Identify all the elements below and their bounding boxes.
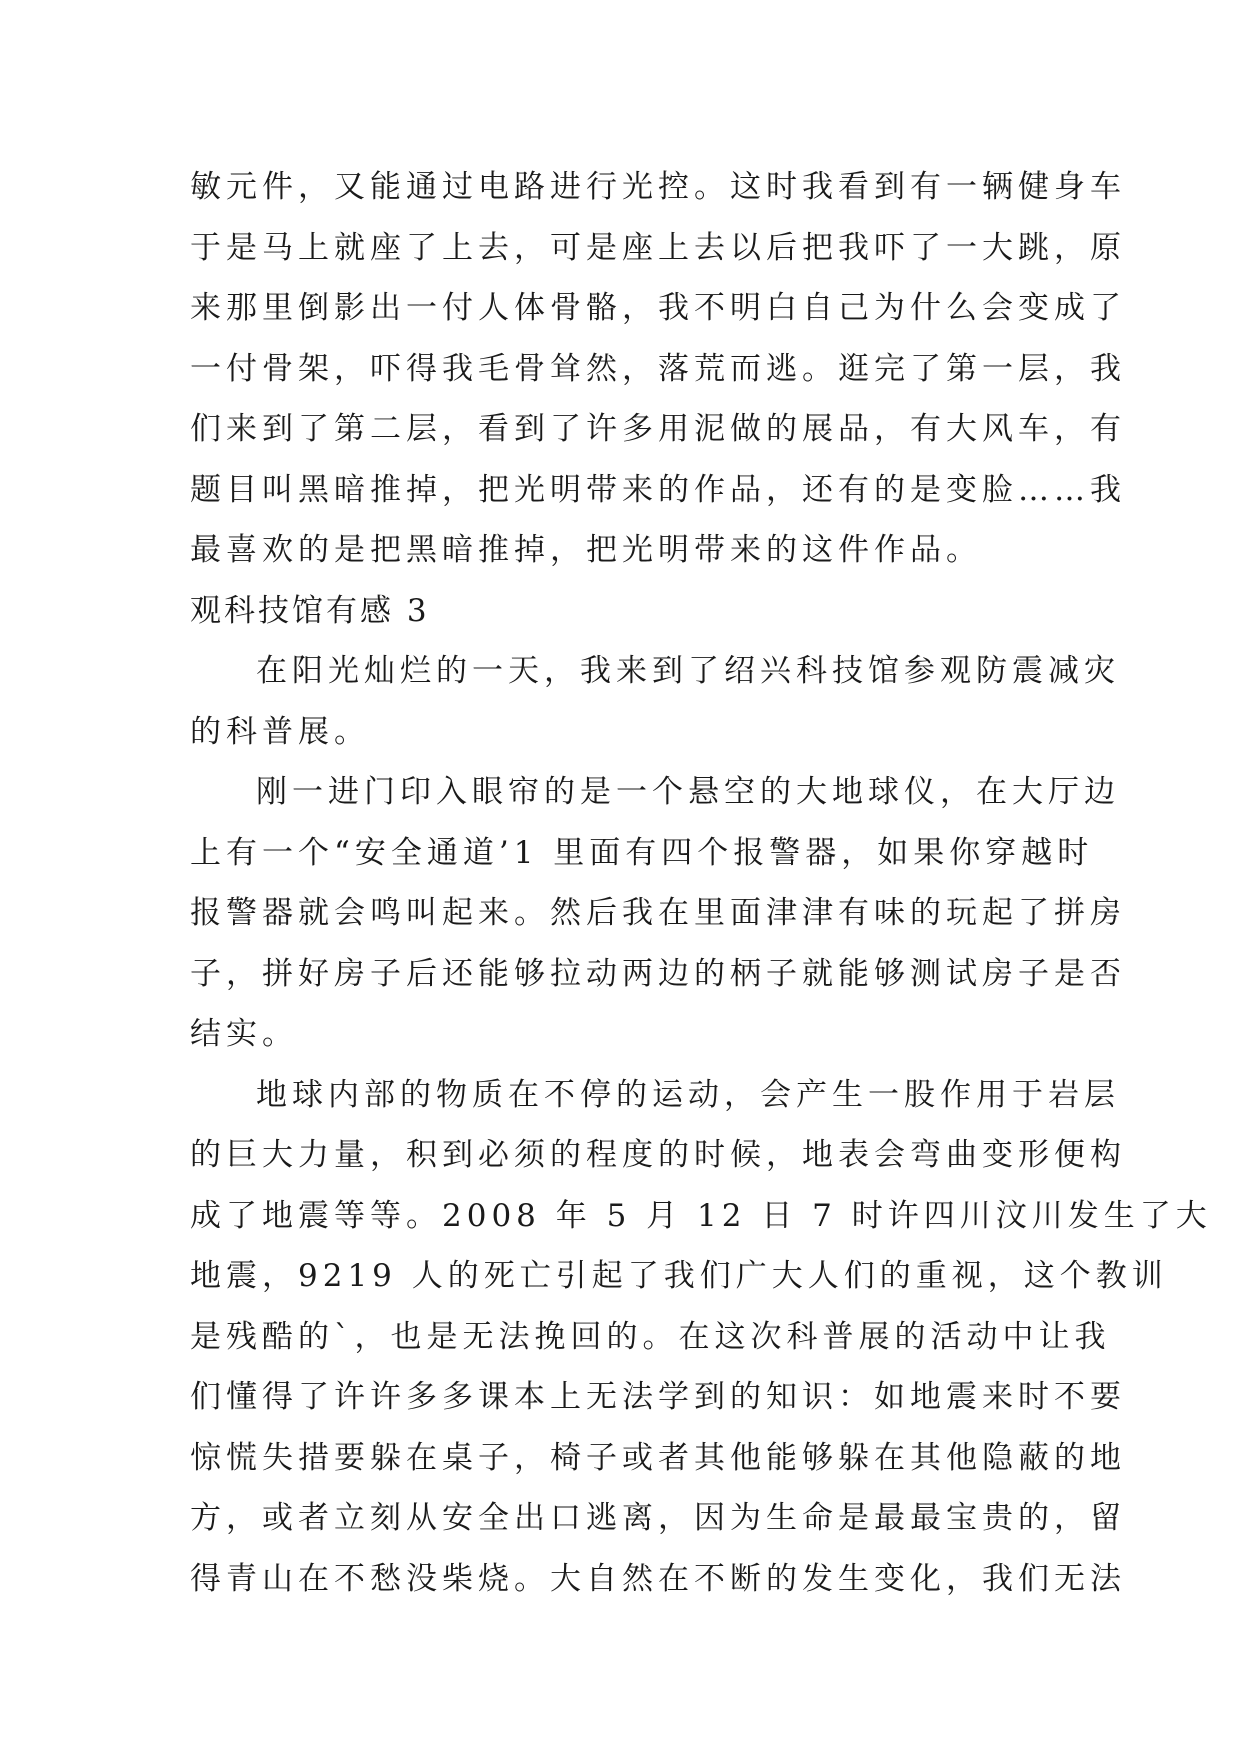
paragraph-1	[190, 641, 1120, 762]
text-line: 刚一进门印入眼帘的是一个悬空的大地球仪，在大厅边	[256, 774, 1120, 810]
text-line: 得青山在不愁没柴烧。大自然在不断的发生变化，我们无法	[190, 1560, 1126, 1597]
text-line: 一付骨架，吓得我毛骨耸然，落荒而逃。逛完了第一层，我	[190, 350, 1126, 387]
text-line: 报警器就会鸣叫起来。然后我在里面津津有味的玩起了拼房	[190, 895, 1126, 931]
text-line: 是残酷的`，也是无法挽回的。在这次科普展的活动中让我	[190, 1318, 1111, 1355]
text-line: 们懂得了许许多多课本上无法学到的知识：如地震来时不要	[190, 1379, 1126, 1415]
text-line: 的科普展。	[190, 713, 370, 750]
text-line: 地球内部的物质在不停的运动，会产生一股作用于岩层	[256, 1076, 1120, 1113]
text-line: 惊慌失措要躲在桌子，椅子或者其他能够躲在其他隐蔽的地	[190, 1439, 1126, 1476]
text-line: 子，拼好房子后还能够拉动两边的柄子就能够测试房子是否	[190, 955, 1126, 992]
text-line: 在阳光灿烂的一天，我来到了绍兴科技馆参观防震减灾	[256, 653, 1120, 689]
paragraph-2	[190, 762, 1126, 1065]
document-body	[190, 157, 1212, 1609]
text-line: 成了地震等等。2008 年 5 月 12 日 7 时许四川汶川发生了大	[190, 1197, 1212, 1234]
section-title: 观科技馆有感 3	[190, 592, 430, 629]
text-line: 于是马上就座了上去，可是座上去以后把我吓了一大跳，原	[190, 229, 1126, 266]
text-line: 们来到了第二层，看到了许多用泥做的展品，有大风车，有	[190, 411, 1126, 447]
paragraph-3	[190, 1065, 1212, 1610]
text-line: 结实。	[190, 1016, 298, 1052]
text-line: 最喜欢的是把黑暗推掉，把光明带来的这件作品。	[190, 532, 982, 568]
paragraph-continuation	[190, 157, 1126, 581]
text-line: 敏元件，又能通过电路进行光控。这时我看到有一辆健身车	[190, 169, 1126, 205]
text-line: 地震，9219 人的死亡引起了我们广大人们的重视，这个教训	[190, 1258, 1168, 1294]
text-line: 来那里倒影出一付人体骨骼，我不明白自己为什么会变成了	[190, 290, 1126, 326]
text-line: 上有一个“安全通道’1 里面有四个报警器，如果你穿越时	[190, 834, 1094, 871]
text-line: 题目叫黑暗推掉，把光明带来的作品，还有的是变脸……我	[190, 471, 1126, 508]
text-line: 方，或者立刻从安全出口逃离，因为生命是最最宝贵的，留	[190, 1500, 1126, 1536]
text-line: 的巨大力量，积到必须的程度的时候，地表会弯曲变形便构	[190, 1137, 1126, 1173]
